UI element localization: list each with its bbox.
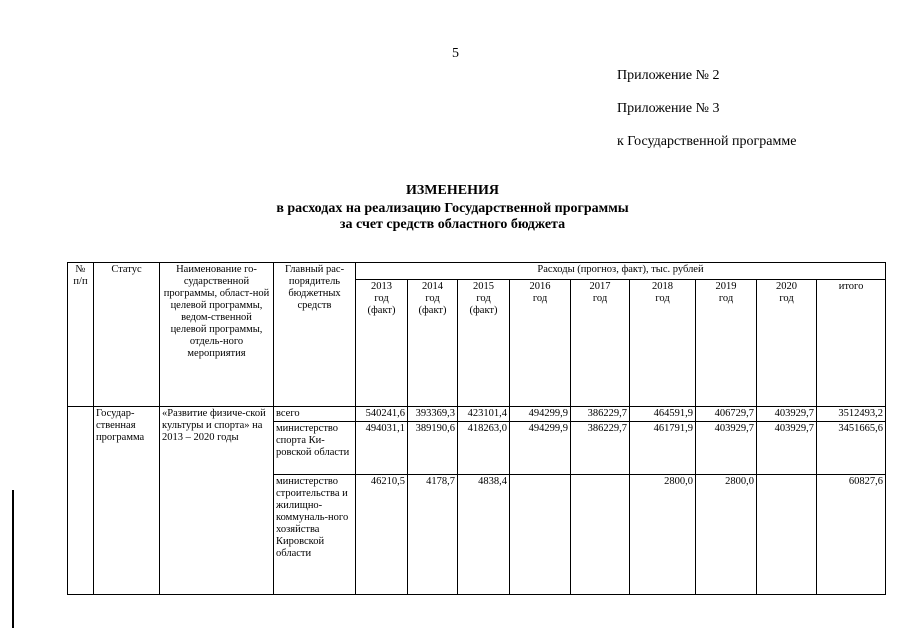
header-year: 2016 год	[510, 280, 571, 407]
appendix-line-3: к Государственной программе	[617, 134, 797, 149]
value-cell: 494299,9	[510, 406, 571, 421]
header-row	[68, 263, 886, 280]
expenses-table	[67, 262, 886, 595]
value-cell: 403929,7	[696, 421, 757, 474]
value-cell: 4178,7	[408, 474, 458, 594]
value-cell	[757, 474, 817, 594]
header-year: 2013 год (факт)	[356, 280, 408, 407]
value-cell: 389190,6	[408, 421, 458, 474]
value-cell: 461791,9	[630, 421, 696, 474]
value-cell	[510, 474, 571, 594]
header-year: 2020 год	[757, 280, 817, 407]
header-admin: Главный рас-порядитель бюджетных средств	[274, 263, 356, 407]
header-year: 2015 год (факт)	[458, 280, 510, 407]
value-cell: 403929,7	[757, 421, 817, 474]
document-title: ИЗМЕНЕНИЯ	[406, 183, 499, 198]
admin-cell: министерство спорта Ки-ровской области	[274, 421, 356, 474]
header-status: Статус	[94, 263, 160, 407]
header-year: 2014 год (факт)	[408, 280, 458, 407]
total-cell: 60827,6	[817, 474, 886, 594]
appendix-line-2: Приложение № 3	[617, 101, 720, 116]
header-year: 2017 год	[571, 280, 630, 407]
value-cell: 464591,9	[630, 406, 696, 421]
document-subtitle-2: за счет средств областного бюджета	[339, 217, 566, 232]
value-cell: 386229,7	[571, 421, 630, 474]
header-total: итого	[817, 280, 886, 407]
value-cell: 386229,7	[571, 406, 630, 421]
document-subtitle-1: в расходах на реализацию Государственной программы	[276, 201, 629, 216]
value-cell: 406729,7	[696, 406, 757, 421]
header-name: Наименование го-сударственной программы, област-ной целевой программы, ведом-ственной целевой программы, отдель-ного мероприятия	[160, 263, 274, 407]
program-status: Государ-ственная программа	[94, 406, 160, 594]
row-num	[68, 406, 94, 594]
program-name: «Развитие физиче-ской культуры и спорта» на 2013 – 2020 годы	[160, 406, 274, 594]
value-cell: 2800,0	[696, 474, 757, 594]
header-expenses: Расходы (прогноз, факт), тыс. рублей	[356, 263, 886, 280]
value-cell: 494031,1	[356, 421, 408, 474]
value-cell: 494299,9	[510, 421, 571, 474]
value-cell: 423101,4	[458, 406, 510, 421]
value-cell: 4838,4	[458, 474, 510, 594]
value-cell: 418263,0	[458, 421, 510, 474]
admin-cell: министерство строительства и жилищно-коммуналь-ного хозяйства Кировской области	[274, 474, 356, 594]
page-number: 5	[452, 46, 459, 61]
admin-cell: всего	[274, 406, 356, 421]
header-year: 2018 год	[630, 280, 696, 407]
value-cell: 2800,0	[630, 474, 696, 594]
table-row	[68, 406, 886, 421]
value-cell: 540241,6	[356, 406, 408, 421]
scan-margin-line	[12, 490, 14, 628]
value-cell: 393369,3	[408, 406, 458, 421]
value-cell	[571, 474, 630, 594]
value-cell: 46210,5	[356, 474, 408, 594]
header-num: № п/п	[68, 263, 94, 407]
value-cell: 403929,7	[757, 406, 817, 421]
total-cell: 3451665,6	[817, 421, 886, 474]
header-year: 2019 год	[696, 280, 757, 407]
total-cell: 3512493,2	[817, 406, 886, 421]
appendix-line-1: Приложение № 2	[617, 68, 720, 83]
